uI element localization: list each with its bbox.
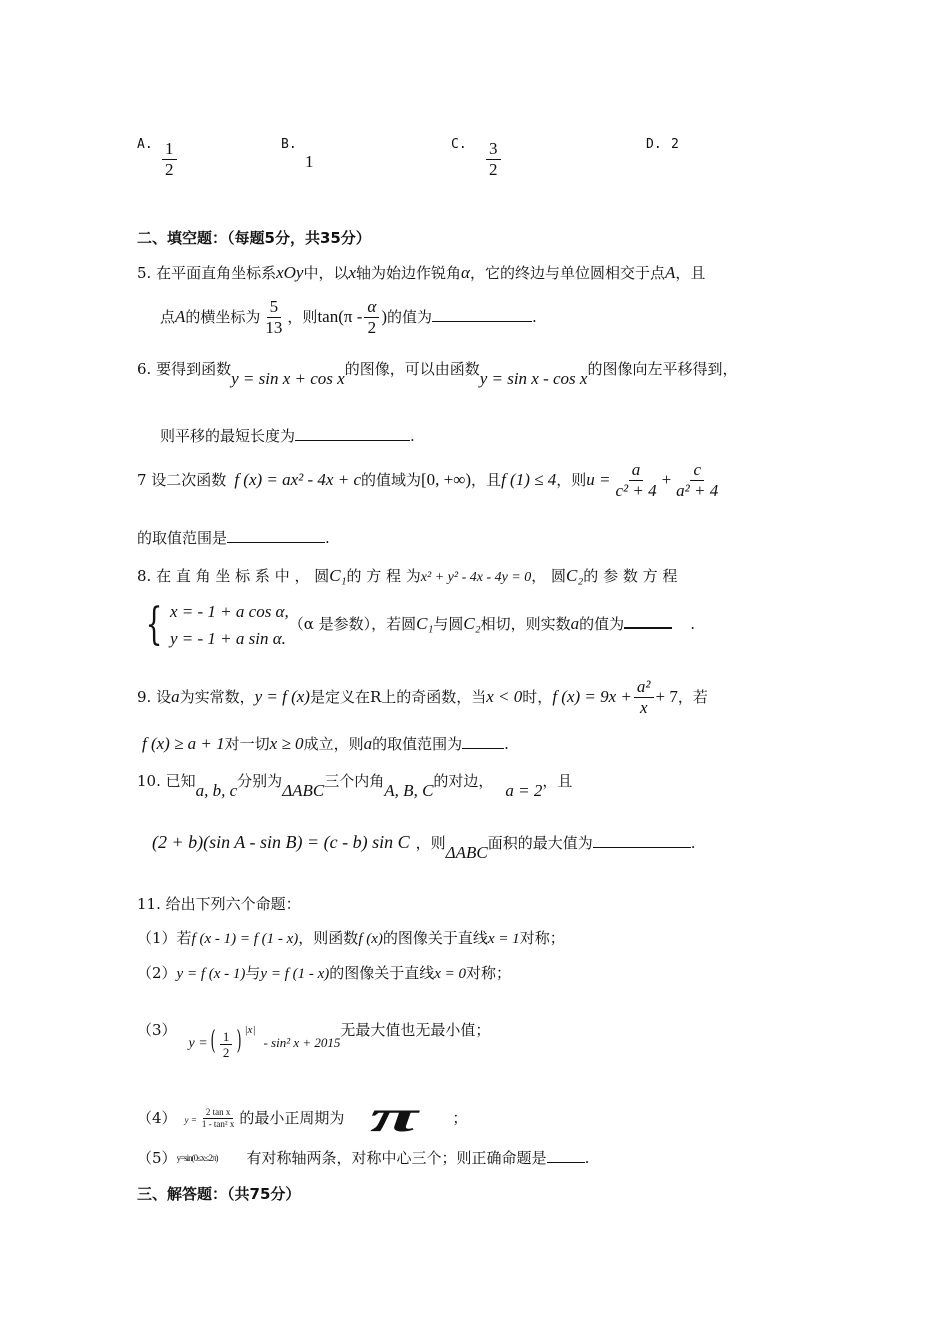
q9-answer-blank[interactable] [462,734,504,749]
q8-text: 与圆 [433,615,464,634]
q11-p3-paren-close: ) [236,1026,242,1056]
q11-text: （4） [137,1109,177,1127]
option-a-value [160,140,179,180]
q11-p5-function: y=sin(0≤x≤2π) [176,1153,218,1163]
option-a-denominator: 2 [165,159,174,179]
q7-text: 的值域为 [361,471,422,490]
q9-frac-den: x [639,697,648,717]
q9-inequality: f (x) ≥ a + 1 [142,734,225,753]
q7-text: 7 设二次函数 [137,471,227,490]
q5-text: 的值为 [386,308,432,327]
q5-text: 中，以 [303,264,349,282]
question-11-prop-1 [137,927,565,948]
q5-text: ，则 [287,308,318,327]
q11-text: （5） [137,1149,177,1167]
q8-text: 相切，则实数 [480,615,571,634]
q11-p1-line: x = 1 [487,931,520,947]
q11-text: ； [452,1109,468,1127]
question-11-prop-4 [137,1092,468,1141]
q11-text: 有对称轴两条，对称中心三个；则正确命题是 [246,1149,547,1167]
option-a-numerator: 1 [162,140,177,160]
q11-p4-y: y = [184,1115,197,1125]
q8-brace: { [145,599,163,651]
q6-function-1: y = sin x + cos x [231,369,345,388]
q10-sides: a, b, c [195,781,238,800]
q11-text: ，则函数 [298,929,359,947]
q5-text: ，且 [675,264,706,282]
q7-function: f (x) = ax² - 4x + c [234,470,361,490]
question-11-title: 11. 给出下列六个命题： [137,895,301,913]
q10-condition: a = 2 [505,781,543,800]
q6-text: 则平移的最短长度为 [160,427,296,445]
q11-answer-blank[interactable] [547,1148,585,1163]
question-8-line-2 [140,598,695,652]
q8-a: a [570,614,580,634]
q11-text: 的图像关于直线 [329,964,435,982]
q8-text: （α 是参数），若圆 [288,615,417,634]
q6-text: 的图像，可以由函数 [344,360,480,378]
q9-text: 时， [522,688,553,707]
q6-text: . [410,427,415,445]
question-11-prop-5 [137,1147,589,1168]
q6-answer-blank[interactable] [295,426,410,441]
q11-p3-den: 2 [222,1044,230,1060]
q11-text: （2） [137,964,177,982]
q7-text: ，则 [556,471,587,490]
q5-text: 5. 在平面直角坐标系 [137,264,277,282]
q11-p4-num: 2 tan x [203,1108,234,1119]
q9-text: 对一切 [224,735,270,753]
question-7-line-2 [137,527,330,548]
q7-text: ，且 [471,471,502,490]
q8-answer-blank[interactable] [624,613,672,629]
q10-triangle: ΔABC [445,843,488,862]
q7-text: . [325,529,330,547]
q9-condition: x < 0 [486,687,523,707]
q10-text: ，则 [415,834,446,852]
q6-function-2: y = sin x - cos x [479,369,588,388]
q9-text: 9. 设 [137,688,172,707]
q11-text: 与 [245,964,261,982]
q11-p1-fx: f (x) [358,931,383,947]
q5-point-a: A [175,307,186,327]
q11-text: 无最大值也无最小值； [340,1021,491,1039]
q9-frac-num: a² [634,678,654,698]
q8-c1: C₁ [416,614,434,634]
q11-p4-den: 1 - tan² x [201,1119,235,1130]
q10-text: . [690,834,696,852]
q9-text: 为实常数， [179,688,255,707]
q9-text: . [504,735,509,753]
option-c-label: C. [451,137,467,152]
q8-c2: C₂ [566,566,584,585]
q11-text: 的最小正周期为 [239,1109,345,1127]
question-7-line-1 [137,461,723,501]
q10-triangle: ΔABC [282,781,325,800]
section-2-title: 二、填空题：（每题5分，共35分） [137,229,371,247]
section-3-title: 三、解答题：（共75分） [137,1185,301,1203]
q5-frac-den: 13 [265,317,283,337]
q5-tan: tan(π - [317,307,363,327]
q5-xoy: xOy [276,263,304,282]
option-b-value: 1 [305,152,314,171]
q8-text: 的 参 数 方 程 [583,567,678,585]
q11-p3-y: y = [188,1036,208,1051]
question-9-line-1 [137,678,708,718]
q10-text: 面积的最大值为 [487,834,593,852]
q10-text: 三个内角 [324,772,385,790]
q5-frac-num: 5 [267,298,282,318]
q5-tan-close: ) [381,307,387,327]
q9-text: 是定义在R上的奇函数，当 [309,688,487,707]
option-c-value [484,140,503,180]
question-5-line-2 [160,298,537,338]
q10-answer-blank[interactable] [593,833,691,848]
option-d-label: D. [646,137,662,152]
q8-circle-equation: x² + y² - 4x - 4y = 0 [420,570,532,585]
q9-function: y = f (x) [254,687,310,707]
option-d-value: 2 [671,137,679,152]
q10-angles: A, B, C [384,781,434,800]
q9-a: a [171,687,180,707]
q11-text: 的图像关于直线 [382,929,488,947]
q10-equation: (2 + b)(sin A - sin B) = (c - b) sin C [152,832,410,852]
q9-text: 成立，则 [303,735,364,753]
question-10-line-2 [152,832,696,862]
q10-text: 分别为 [237,772,283,790]
q11-p1-function: f (x - 1) = f (1 - x) [191,931,299,947]
q11-p2-line: x = 0 [434,966,467,982]
q7-u: u = [586,470,611,490]
question-8-line-1 [137,565,677,586]
q10-text: ，且 [542,772,573,790]
q8-param-y: y = - 1 + a sin α. [170,629,286,649]
q5-text: ，它的终边与单位圆相交于点 [469,264,665,282]
q5-text: 轴为始边作锐角 [356,264,462,282]
q5-text: 点 [160,308,176,327]
q7-frac1-num: a [629,461,644,481]
q5-text: 的横坐标为 [185,308,261,327]
question-6-line-1 [137,358,738,388]
q7-range: [0, +∞) [421,470,472,490]
q11-p2-function-1: y = f (x - 1) [176,966,246,982]
q6-text: 6. 要得到函数 [137,360,232,378]
q5-text: . [532,308,537,327]
option-a-label: A. [137,137,153,152]
q11-p4-pi: π [370,1092,419,1141]
q5-alpha: α [461,263,470,282]
q6-text: 的图像向左平移得到， [587,360,738,378]
q5-tan-den: 2 [367,317,377,337]
option-c-denominator: 2 [489,159,498,179]
option-b-label: B. [281,137,297,152]
q10-text: 10. 已知 [137,772,196,790]
q5-x: x [348,263,357,282]
q11-text: （3） [137,1021,177,1039]
question-11-prop-3 [137,1012,491,1060]
q10-text: 的对边， [433,772,494,790]
q7-frac1-den: c² + 4 [615,480,657,500]
question-9-line-2 [142,733,509,754]
q11-text: 对称； [466,964,512,982]
q7-frac2-num: c [690,461,704,481]
q5-answer-blank[interactable] [432,307,532,322]
q11-text: . [584,1149,590,1167]
question-10-line-1 [137,770,573,800]
q7-plus: + [661,470,672,490]
q11-p3-num: 1 [220,1030,233,1045]
q8-param-x: x = - 1 + a cos α, [170,602,289,621]
q8-c2: C₂ [463,614,481,634]
q11-p3-tail: - sin² x + 2015 [263,1035,341,1050]
option-c-numerator: 3 [486,140,501,160]
q9-a: a [363,734,373,753]
q8-c1: C₁ [329,566,347,585]
q8-text: 的 方 程 为 [346,567,421,585]
q7-text: 的取值范围是 [137,529,228,547]
q8-text: 的值为 [579,615,625,634]
q7-answer-blank[interactable] [227,528,325,543]
q5-point-a: A [665,263,676,282]
question-11-prop-2 [137,962,511,983]
q9-fx: f (x) = 9x + [552,687,632,707]
q5-tan-num: α [364,298,379,318]
q9-tail: + 7 [655,687,678,707]
q7-frac2-den: a² + 4 [676,480,719,500]
q11-p3-paren-open: ( [210,1026,216,1056]
question-6-line-2 [160,425,415,446]
question-5-line-1 [137,262,705,283]
q8-text: ， 圆 [531,567,567,585]
q8-text: . [690,615,695,634]
q11-text: （1）若 [137,929,192,947]
q7-condition: f (1) ≤ 4 [501,470,557,490]
q11-text: 对称； [519,929,565,947]
q9-domain: x ≥ 0 [269,734,304,753]
q11-p3-exponent: |x| [244,1024,256,1036]
q8-text: 8. 在 直 角 坐 标 系 中 ， 圆 [137,567,330,585]
q11-p2-function-2: y = f (1 - x) [260,966,330,982]
q9-text: 的取值范围为 [372,735,463,753]
q9-text: ，若 [677,688,708,707]
